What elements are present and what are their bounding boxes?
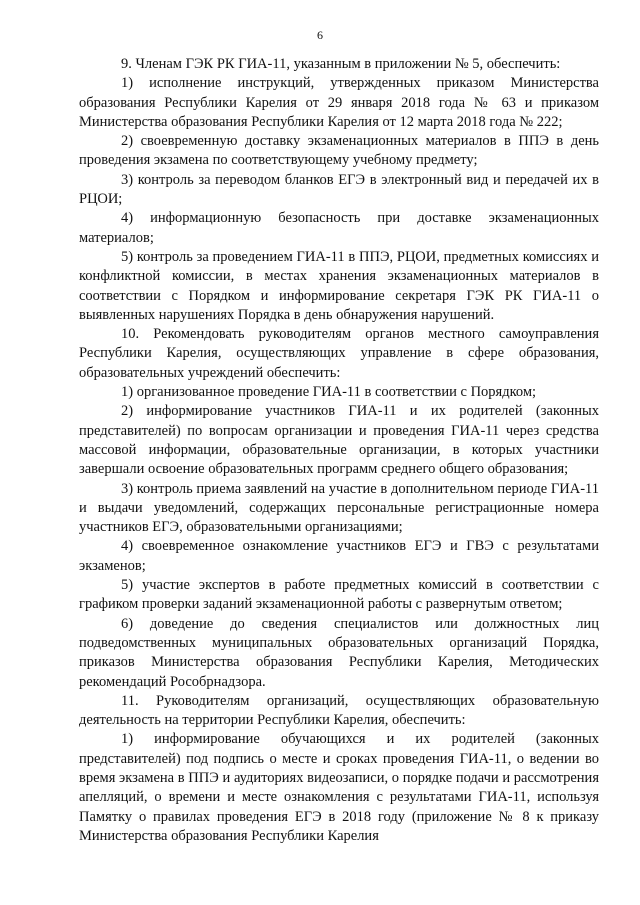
list-item-9-1: 1) исполнение инструкций, утвержденных приказом Министерства образования Республики Карелия от 29 января 2018 года № 63 и приказом Министерства образования Республики Карелия от 12 марта 2018 года № 222; [79, 75, 599, 130]
list-item-10-3: 3) контроль приема заявлений на участие в дополнительном периоде ГИА-11 и выдачи уведомлений, содержащих персональные регистрационные номера участников ЕГЭ, образовательными организациями; [79, 480, 599, 536]
paragraph-9: 9. Членам ГЭК РК ГИА-11, указанным в приложении № 5, обеспечить: [121, 56, 561, 72]
document-body [79, 55, 599, 846]
list-item-10-4: 4) своевременное ознакомление участников ЕГЭ и ГВЭ с результатами экзаменов; [79, 538, 599, 574]
paragraph-11: 11. Руководителям организаций, осуществляющих образовательную деятельность на территории Республики Карелия, обеспечить: [79, 692, 599, 729]
list-item-10-2: 2) информирование участников ГИА-11 и их родителей (законных представителей) по вопросам организации и проведения ГИА-11 через средства массовой информации, образовательные организации, в которых участники завершали освоение образовательных программ среднего общего образования; [79, 403, 599, 478]
list-item-9-3: 3) контроль за переводом бланков ЕГЭ в электронный вид и передачей их в РЦОИ; [79, 171, 599, 208]
page-number: 6 [317, 28, 323, 42]
list-item-10-6: 6) доведение до сведения специалистов или должностных лиц подведомственных муниципальных образовательных организаций Порядка, приказов Министерства образования Республики Карелия, Методических рекомендаций Рособрнадзора. [79, 615, 599, 690]
list-item-9-2: 2) своевременную доставку экзаменационных материалов в ППЭ в день проведения экзамена по соответствующему учебному предмету; [79, 133, 599, 169]
paragraph-10: 10. Рекомендовать руководителям органов местного самоуправления Республики Карелия, осуществляющих управление в сфере образования, образовательных учреждений обеспечить: [79, 326, 599, 381]
list-item-11-1: 1) информирование обучающихся и их родителей (законных представителей) под подпись о месте и сроках проведения ГИА-11, о ведении во время экзамена в ППЭ и аудиториях видеозаписи, о порядке подачи и рассмотрения апелляций, о времени и месте ознакомления с результатами ГИА-11, используя Памятку о правилах проведения ЕГЭ в 2018 году (приложение № 8 к приказу Министерства образования Республики Карелия [79, 731, 599, 844]
list-item-10-1: 1) организованное проведение ГИА-11 в соответствии с Порядком; [121, 384, 537, 401]
list-item-9-5: 5) контроль за проведением ГИА-11 в ППЭ, РЦОИ, предметных комиссиях и конфликтной комиссии, в местах хранения экзаменационных материалов в соответствии с Порядком и информирование секретаря ГЭК РК ГИА-11 о выявленных нарушениях Порядка в день обнаружения нарушений. [79, 248, 599, 323]
list-item-9-4: 4) информационную безопасность при доставке экзаменационных материалов; [79, 210, 599, 246]
list-item-10-5: 5) участие экспертов в работе предметных комиссий в соответствии с графиком проверки заданий экзаменационной работы с развернутым ответом; [79, 577, 599, 613]
